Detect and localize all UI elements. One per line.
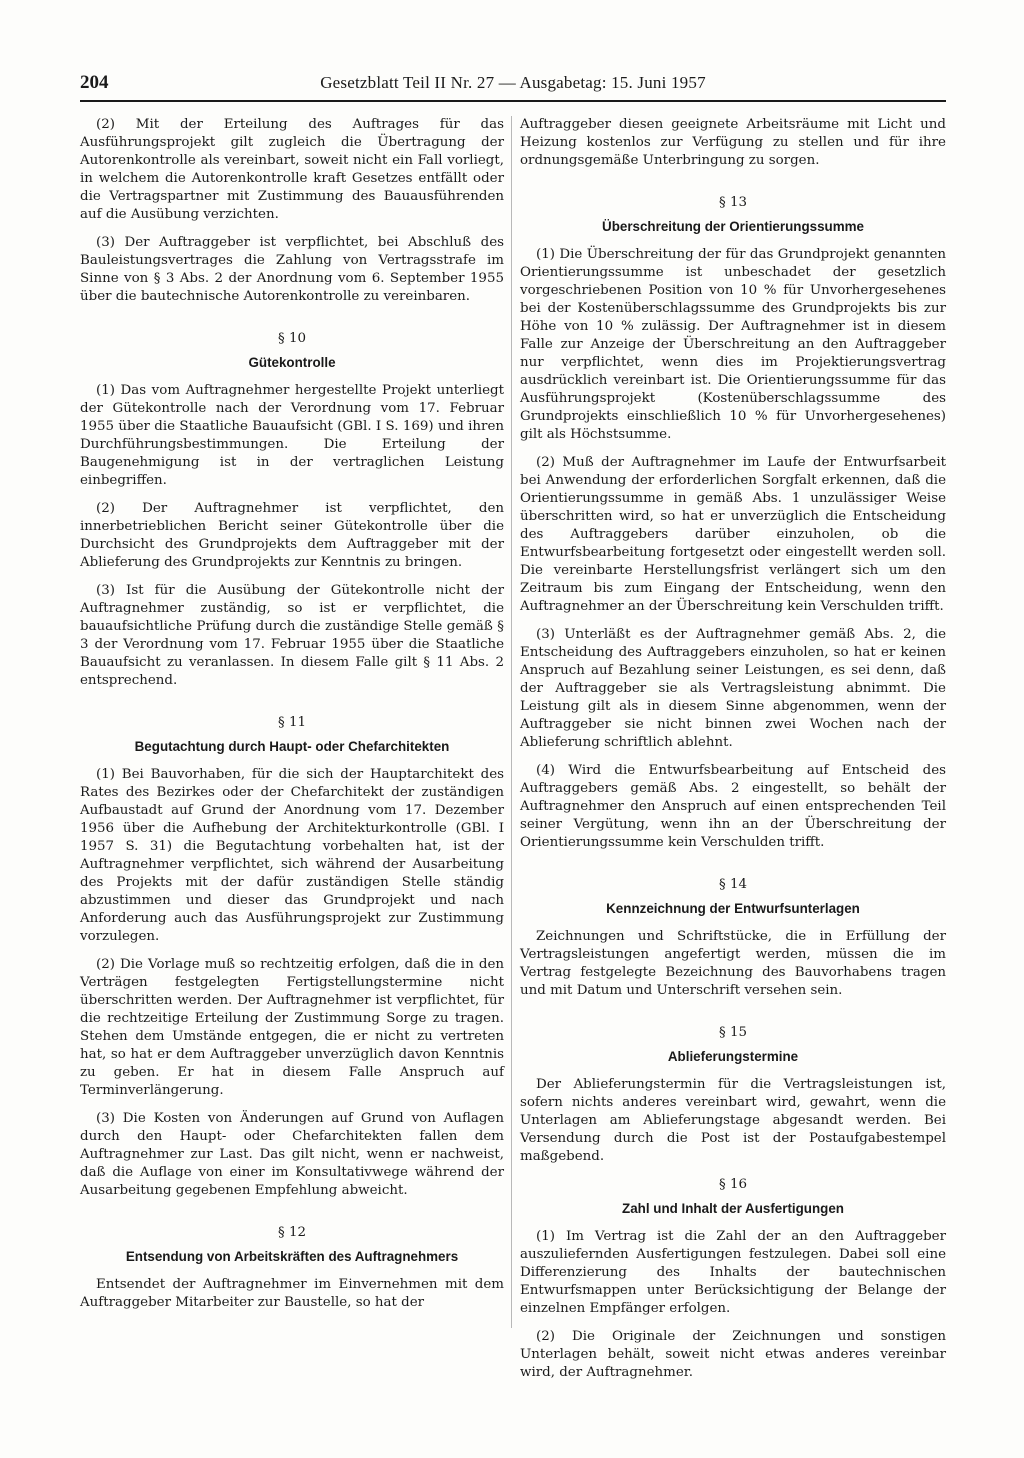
right-column <box>520 116 946 1392</box>
paragraph: (2) Die Vorlage muß so rechtzeitig erfolgen, daß die in den Verträgen festgelegten Fertigstellungstermine nicht überschritten werden. Der Auftragnehmer ist verpflichtet, für die rechtzeitige Erteilung der Zustimmung Sorge zu tragen. Stehen dem Umstände entgegen, die er nicht zu vertreten hat, so hat er dem Auftraggeber unverzüglich davon Kenntnis zu geben. Er hat in diesem Falle Anspruch auf Terminverlängerung. <box>80 957 504 1098</box>
section-number: § 13 <box>719 195 747 210</box>
paragraph: (2) Muß der Auftragnehmer im Laufe der Entwurfsarbeit bei Anwendung der erforderlichen Sorgfalt erkennen, daß die Orientierungssumme in gemäß Abs. 1 unzulässiger Weise überschritten wird, so hat er unverzüglich die Entscheidung des Auftraggebers darüber einzuholen, ob die Entwurfsbearbeitung fortgesetzt oder eingestellt werden soll. Die vereinbarte Herstellungsfrist verlängert sich um den Zeitraum bis zum Eingang der Entscheidung, wenn den Auftragnehmer an der Überschreitung kein Verschulden trifft. <box>520 455 946 614</box>
paragraph: (2) Der Auftragnehmer ist verpflichtet, den innerbetrieblichen Bericht seiner Gütekontrolle über die Durchsicht des Grundprojekts dem Auftraggeber mit der Ablieferung des Grundprojekts zur Kenntnis zu bringen. <box>80 501 504 570</box>
section-title: Ablieferungstermine <box>667 1049 799 1064</box>
paragraph: (1) Das vom Auftragnehmer hergestellte Projekt unterliegt der Gütekontrolle nach der Verordnung vom 17. Februar 1955 über die Staatliche Bauaufsicht (GBl. I S. 169) und ihren Durchführungsbestimmungen. Die Erteilung der Baugenehmigung ist in der vertraglichen Leistung einbegriffen. <box>80 383 504 488</box>
paragraph: (3) Unterläßt es der Auftragnehmer gemäß Abs. 2, die Entscheidung des Auftraggebers einzuholen, so hat er keinen Anspruch auf Bezahlung seiner Leistungen, es sei denn, daß der Auftraggeber sie als Vertragsleistung abnimmt. Die Leistung gilt als in diesem Sinne abgenommen, wenn der Auftraggeber sie nicht binnen zwei Wochen nach der Ablieferung schriftlich ablehnt. <box>520 627 946 750</box>
paragraph: Entsendet der Auftragnehmer im Einvernehmen mit dem Auftraggeber Mitarbeiter zur Baustelle, so hat der <box>80 1277 504 1310</box>
paragraph: (3) Ist für die Ausübung der Gütekontrolle nicht der Auftragnehmer zuständig, so ist er verpflichtet, die bauaufsichtliche Prüfung durch die zuständige Stelle gemäß § 3 der Verordnung vom 17. Februar 1955 über die Staatliche Bauaufsicht zu veranlassen. In diesem Falle gilt § 11 Abs. 2 entsprechend. <box>80 583 504 688</box>
section-number: § 11 <box>278 715 306 730</box>
paragraph: Der Ablieferungstermin für die Vertragsleistungen ist, sofern nichts anderes vereinbart wird, gewahrt, wenn die Unterlagen am Ablieferungstage abgesandt werden. Bei Versendung durch die Post ist der Postaufgabestempel maßgebend. <box>520 1077 946 1164</box>
section-number: § 16 <box>719 1177 747 1192</box>
paragraph: (2) Mit der Erteilung des Auftrages für das Ausführungsprojekt gilt zugleich die Übertragung der Autorenkontrolle als vereinbart, soweit nicht ein Fall vorliegt, in welchem die Autorenkontrolle kraft Gesetzes entfällt oder die Vertragspartner mit Zustimmung des Bauausführenden auf die Ausübung verzichten. <box>80 117 504 222</box>
section-number: § 14 <box>719 877 747 892</box>
section-title: Zahl und Inhalt der Ausfertigungen <box>622 1201 844 1216</box>
paragraph: (1) Bei Bauvorhaben, für die sich der Hauptarchitekt des Rates des Bezirkes oder der Chefarchitekt der zuständigen Aufbaustadt auf Grund der Anordnung vom 17. Dezember 1956 über die Aufhebung der Architekturkontrolle (GBl. I 1957 S. 31) die Begutachtung vorbehalten hat, ist der Auftragnehmer verpflichtet, sich während der Ausarbeitung des Projekts mit der dafür zuständigen Stelle ständig abzustimmen und dieser das Grundprojekt und nach Anforderung auch das Ausführungsprojekt zur Zustimmung vorzulegen. <box>80 767 504 944</box>
section-title: Überschreitung der Orientierungssumme <box>602 219 864 234</box>
page-number: 204 <box>80 72 109 93</box>
paragraph: (3) Der Auftraggeber ist verpflichtet, bei Abschluß des Bauleistungsvertrages die Zahlung von Vertragsstrafe im Sinne von § 3 Abs. 2 der Anordnung vom 6. September 1955 über die bautechnische Autorenkontrolle zu vereinbaren. <box>80 235 504 304</box>
section-number: § 15 <box>719 1025 747 1040</box>
section-title: Kennzeichnung der Entwurfsunterlagen <box>606 901 860 916</box>
column-divider <box>511 116 512 1328</box>
running-title: Gesetzblatt Teil II Nr. 27 — Ausgabetag: 15. Juni 1957 <box>320 73 706 92</box>
paragraph: (3) Die Kosten von Änderungen auf Grund von Auflagen durch den Haupt- oder Chefarchitekten fallen dem Auftragnehmer zur Last. Das gilt nicht, wenn er nachweist, daß die Auflage von einer im Konsultativwege während der Ausarbeitung gegebenen Empfehlung abweicht. <box>80 1111 504 1198</box>
paragraph: (1) Im Vertrag ist die Zahl der an den Auftraggeber auszuliefernden Ausfertigungen festzulegen. Dabei soll eine Differenzierung des Inhalts der bautechnischen Entwurfsmappen unter Berücksichtigung der Belange der einzelnen Empfänger erfolgen. <box>520 1229 946 1316</box>
section-title: Entsendung von Arbeitskräften des Auftragnehmers <box>125 1249 459 1264</box>
paragraph: Auftraggeber diesen geeignete Arbeitsräume mit Licht und Heizung kostenlos zur Verfügung zu stellen und für ihre ordnungsgemäße Unterbringung zu sorgen. <box>520 117 946 168</box>
paragraph: (4) Wird die Entwurfsbearbeitung auf Entscheid des Auftraggebers gemäß Abs. 2 eingestellt, so behält der Auftragnehmer den Anspruch auf einen entsprechenden Teil seiner Vergütung, wenn ihn an der Überschreitung der Orientierungssumme kein Verschulden trifft. <box>520 763 946 850</box>
paragraph: Zeichnungen und Schriftstücke, die in Erfüllung der Vertragsleistungen angefertigt werden, müssen die im Vertrag festgelegte Bezeichnung des Bauvorhabens tragen und mit Datum und Unterschrift versehen sein. <box>520 929 946 998</box>
section-title: Gütekontrolle <box>248 355 336 370</box>
paragraph: (2) Die Originale der Zeichnungen und sonstigen Unterlagen behält, soweit nicht etwas anderes vereinbar wird, der Auftragnehmer. <box>520 1329 946 1380</box>
left-column <box>80 116 504 1322</box>
section-number: § 10 <box>278 331 306 346</box>
page-header <box>80 68 946 102</box>
paragraph: (1) Die Überschreitung der für das Grundprojekt genannten Orientierungssumme ist unbeschadet der gesetzlich vorgeschriebenen Position von 10 % für Unvorhergesehenes bei der Kostenüberschlagssumme des Grundprojekts bis zur Höhe von 10 % zulässig. Der Auftragnehmer ist in diesem Falle zur Anzeige der Überschreitung an den Auftraggeber nur verpflichtet, wenn dies im Projektierungsvertrag ausdrücklich vereinbart ist. Die Orientierungssumme für das Ausführungsprojekt (Kostenüberschlagssumme des Grundprojekts einschließlich 10 % für Unvorhergesehenes) gilt als Höchstsumme. <box>520 247 946 442</box>
section-number: § 12 <box>278 1225 306 1240</box>
section-title: Begutachtung durch Haupt- oder Chefarchitekten <box>134 739 450 754</box>
